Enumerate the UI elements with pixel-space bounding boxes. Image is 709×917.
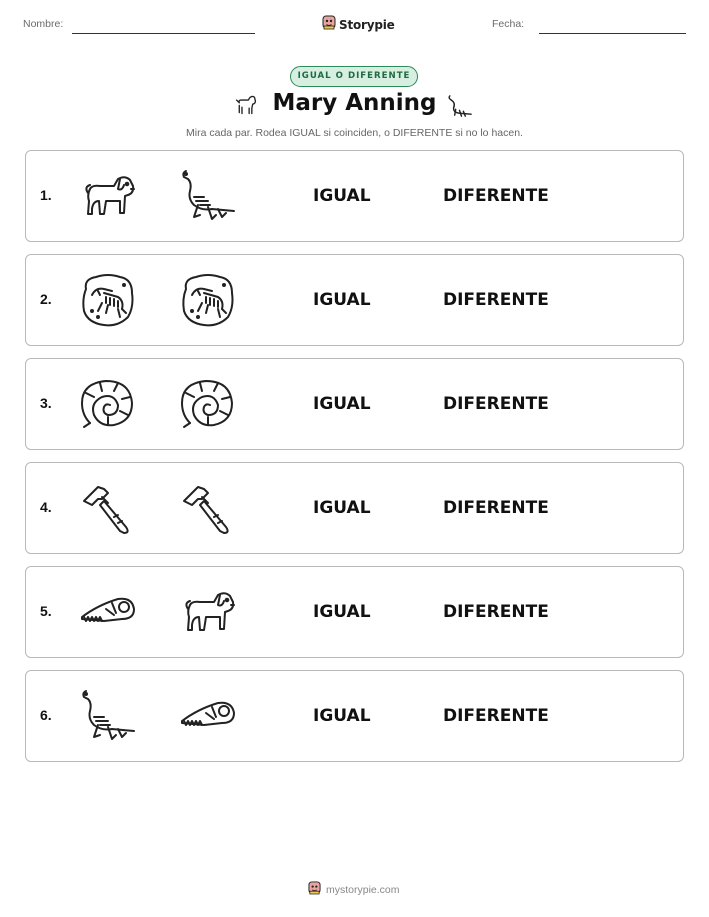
question-number: 5. — [40, 603, 52, 619]
same-option[interactable]: IGUAL — [313, 498, 371, 518]
ammonite-icon — [78, 375, 136, 433]
date-label: Fecha: — [492, 18, 525, 30]
plesiosaur-skeleton-icon — [178, 167, 236, 225]
worksheet-title: Mary Anning — [272, 90, 437, 116]
plesiosaur-skeleton-icon — [78, 687, 136, 745]
hammer-icon — [78, 479, 136, 537]
fossil-rock-icon — [78, 271, 136, 329]
different-option[interactable]: DIFERENTE — [443, 706, 549, 726]
same-option[interactable]: IGUAL — [313, 706, 371, 726]
question-number: 3. — [40, 395, 52, 411]
same-option[interactable]: IGUAL — [313, 394, 371, 414]
question-number: 1. — [40, 187, 52, 203]
same-option[interactable]: IGUAL — [313, 290, 371, 310]
question-row-2 — [25, 254, 684, 346]
different-option[interactable]: DIFERENTE — [443, 394, 549, 414]
date-field-line[interactable] — [539, 33, 686, 34]
question-row-5 — [25, 566, 684, 658]
plesiosaur-skeleton-icon — [446, 92, 474, 125]
different-option[interactable]: DIFERENTE — [443, 498, 549, 518]
ammonite-icon — [178, 375, 236, 433]
dog-icon — [178, 583, 236, 641]
same-option[interactable]: IGUAL — [313, 602, 371, 622]
dog-icon — [78, 167, 136, 225]
question-row-1 — [25, 150, 684, 242]
question-number: 4. — [40, 499, 52, 515]
worksheet-type-badge: IGUAL O DIFERENTE — [290, 66, 418, 87]
different-option[interactable]: DIFERENTE — [443, 186, 549, 206]
question-number: 2. — [40, 291, 52, 307]
question-row-3 — [25, 358, 684, 450]
different-option[interactable]: DIFERENTE — [443, 290, 549, 310]
storypie-mascot-icon — [322, 14, 336, 35]
question-number: 6. — [40, 707, 52, 723]
storypie-mascot-icon — [308, 880, 321, 900]
footer — [308, 880, 400, 900]
name-field-line[interactable] — [72, 33, 255, 34]
brand-logo — [322, 14, 395, 35]
instructions: Mira cada par. Rodea IGUAL si coinciden, o DIFERENTE si no lo hacen. — [186, 127, 523, 139]
hammer-icon — [178, 479, 236, 537]
ichthyosaur-skull-icon — [78, 583, 136, 641]
question-row-6 — [25, 670, 684, 762]
ichthyosaur-skull-icon — [178, 687, 236, 745]
same-option[interactable]: IGUAL — [313, 186, 371, 206]
name-label: Nombre: — [23, 18, 64, 30]
question-row-4 — [25, 462, 684, 554]
fossil-rock-icon — [178, 271, 236, 329]
different-option[interactable]: DIFERENTE — [443, 602, 549, 622]
brand-name: Storypie — [339, 17, 395, 32]
footer-site-link[interactable]: mystorypie.com — [326, 884, 400, 896]
